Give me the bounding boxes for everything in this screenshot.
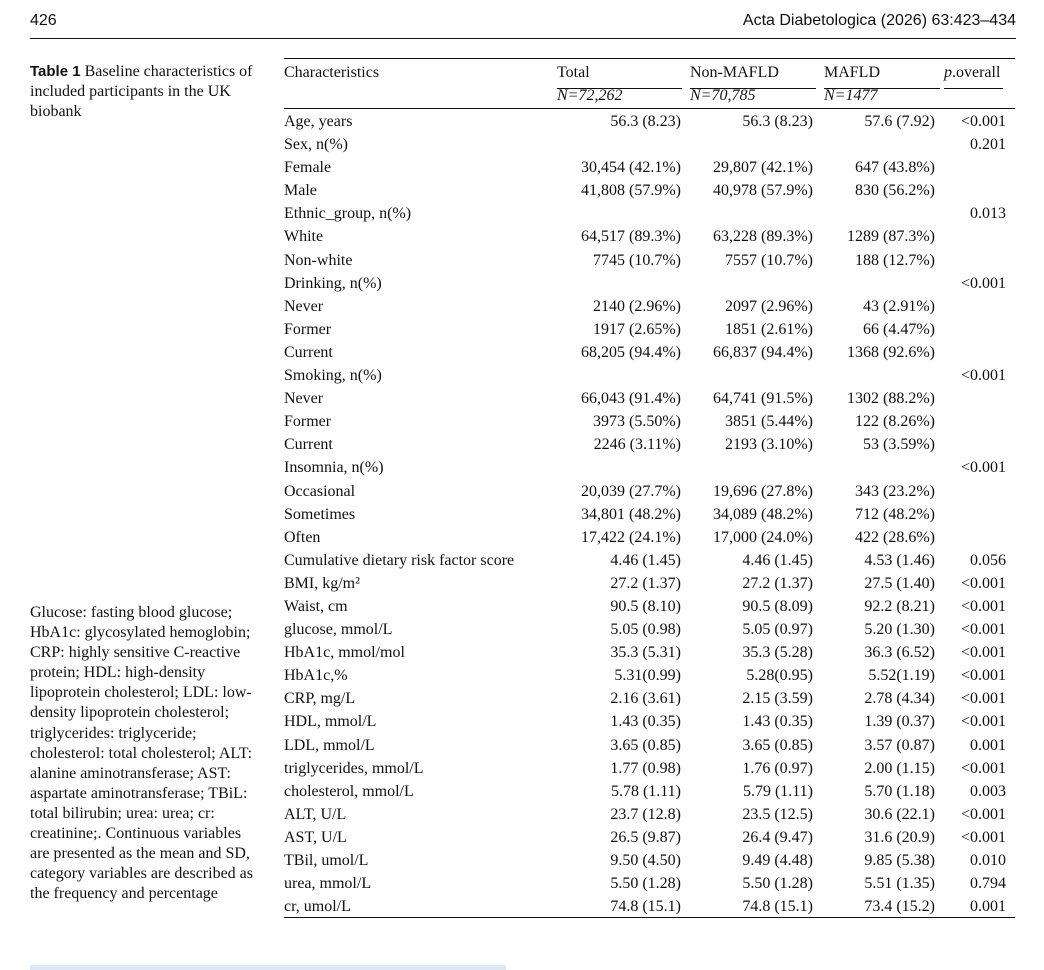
table-row (284, 225, 1015, 248)
p-value-cell: <0.001 (960, 828, 1006, 846)
total-cell: 2246 (3.11%) (593, 436, 681, 454)
total-cell: 26.5 (9.87) (610, 828, 681, 846)
row-label: glucose, mmol/L (284, 621, 393, 639)
p-value-cell: <0.001 (960, 690, 1006, 708)
total-cell: 74.8 (15.1) (610, 898, 681, 916)
mafld-cell: 647 (43.8%) (855, 159, 935, 177)
col-header-underline-p-overall (944, 88, 1003, 89)
total-cell: 20,039 (27.7%) (581, 482, 681, 500)
total-cell: 64,517 (89.3%) (581, 228, 681, 246)
row-label: AST, U/L (284, 828, 347, 846)
p-overall-suffix: .overall (952, 64, 1001, 81)
n-non-mafld: N=70,785 (690, 87, 756, 104)
total-cell: 7745 (10.7%) (593, 251, 681, 269)
total-cell: 1917 (2.65%) (593, 320, 681, 338)
row-label: urea, mmol/L (284, 875, 372, 893)
mafld-cell: 5.51 (1.35) (864, 875, 935, 893)
table-row (284, 503, 1015, 526)
non-mafld-cell: 17,000 (24.0%) (713, 528, 813, 546)
row-label: Male (284, 182, 317, 200)
mafld-cell: 122 (8.26%) (855, 413, 935, 431)
col-header-mafld: MAFLD (824, 64, 881, 81)
mafld-cell: 422 (28.6%) (855, 528, 935, 546)
mafld-cell: 830 (56.2%) (855, 182, 935, 200)
table-bottom-rule (284, 917, 1015, 918)
row-label: Cumulative dietary risk factor score (284, 551, 515, 569)
mafld-cell: 2.78 (4.34) (864, 690, 935, 708)
non-mafld-cell: 29,807 (42.1%) (713, 159, 813, 177)
row-label: CRP, mg/L (284, 690, 356, 708)
p-value-cell: <0.001 (960, 621, 1006, 639)
row-label: Occasional (284, 482, 356, 500)
total-cell: 27.2 (1.37) (610, 574, 681, 592)
table-row (284, 295, 1015, 318)
non-mafld-cell: 5.50 (1.28) (742, 875, 813, 893)
table-row (284, 133, 1015, 156)
p-value-cell: <0.001 (960, 667, 1006, 685)
row-label: BMI, kg/m² (284, 574, 360, 592)
table-row (284, 734, 1015, 757)
page-bottom-bar (30, 965, 506, 970)
non-mafld-cell: 5.79 (1.11) (742, 782, 813, 800)
p-value-cell: 0.003 (970, 782, 1006, 800)
non-mafld-cell: 26.4 (9.47) (742, 828, 813, 846)
row-label: Ethnic_group, n(%) (284, 205, 412, 223)
row-label: Never (284, 390, 324, 408)
total-cell: 34,801 (48.2%) (581, 505, 681, 523)
n-total: N=72,262 (557, 87, 623, 104)
non-mafld-cell: 1.43 (0.35) (742, 713, 813, 731)
mafld-cell: 57.6 (7.92) (864, 113, 935, 130)
total-cell: 3973 (5.50%) (593, 413, 681, 431)
p-value-cell: <0.001 (960, 113, 1006, 130)
table-row (284, 780, 1015, 803)
table-row (284, 110, 1015, 133)
table-row (284, 341, 1015, 364)
row-label: Sometimes (284, 505, 356, 523)
total-cell: 5.31(0.99) (614, 667, 681, 685)
mafld-cell: 92.2 (8.21) (864, 597, 935, 615)
mafld-cell: 30.6 (22.1) (864, 805, 935, 823)
p-value-cell: 0.001 (970, 898, 1006, 916)
mafld-cell: 43 (2.91%) (863, 297, 935, 315)
table-row (284, 318, 1015, 341)
table-row (284, 387, 1015, 410)
p-value-cell: <0.001 (960, 713, 1006, 731)
total-cell: 56.3 (8.23) (610, 113, 681, 130)
p-symbol: p (944, 64, 952, 81)
mafld-cell: 27.5 (1.40) (864, 574, 935, 592)
table-row (284, 595, 1015, 618)
non-mafld-cell: 35.3 (5.28) (742, 644, 813, 662)
total-cell: 5.05 (0.98) (610, 621, 681, 639)
table-caption-text: Baseline characteristics of included participants in the UK biobank (30, 63, 253, 120)
row-label: Current (284, 343, 333, 361)
table-row (284, 410, 1015, 433)
row-label: Smoking, n(%) (284, 367, 382, 385)
mafld-cell: 1302 (88.2%) (847, 390, 935, 408)
header-rule (30, 38, 1016, 39)
table-row (284, 480, 1015, 503)
total-cell: 66,043 (91.4%) (581, 390, 681, 408)
p-value-cell: 0.001 (970, 736, 1006, 754)
row-label: LDL, mmol/L (284, 736, 375, 754)
mafld-cell: 1368 (92.6%) (847, 343, 935, 361)
total-cell: 4.46 (1.45) (610, 551, 681, 569)
table-row (284, 710, 1015, 733)
table-row (284, 272, 1015, 295)
non-mafld-cell: 27.2 (1.37) (742, 574, 813, 592)
table-row (284, 202, 1015, 225)
mafld-cell: 66 (4.47%) (863, 320, 935, 338)
journal-reference: Acta Diabetologica (2026) 63:423–434 (742, 12, 1016, 29)
table-caption (30, 62, 258, 122)
p-value-cell: 0.056 (970, 551, 1006, 569)
total-cell: 9.50 (4.50) (610, 852, 681, 869)
mafld-cell: 712 (48.2%) (855, 505, 935, 523)
table-row (284, 526, 1015, 549)
p-value-cell: 0.794 (970, 875, 1006, 893)
non-mafld-cell: 1.76 (0.97) (742, 759, 813, 777)
non-mafld-cell: 9.49 (4.48) (742, 852, 813, 869)
non-mafld-cell: 2097 (2.96%) (725, 297, 813, 315)
table-row (284, 895, 1015, 918)
total-cell: 5.50 (1.28) (610, 875, 681, 893)
non-mafld-cell: 5.05 (0.97) (742, 621, 813, 639)
row-label: Insomnia, n(%) (284, 459, 384, 477)
total-cell: 90.5 (8.10) (610, 597, 681, 615)
p-value-cell: 0.201 (970, 136, 1006, 154)
row-label: Current (284, 436, 333, 454)
non-mafld-cell: 66,837 (94.4%) (713, 343, 813, 361)
row-label: HbA1c, mmol/mol (284, 644, 405, 662)
non-mafld-cell: 3.65 (0.85) (742, 736, 813, 754)
table-row (284, 687, 1015, 710)
p-value-cell: <0.001 (960, 459, 1006, 477)
total-cell: 2140 (2.96%) (593, 297, 681, 315)
total-cell: 68,205 (94.4%) (581, 343, 681, 361)
col-header-non-mafld: Non-MAFLD (690, 64, 779, 81)
table-row (284, 803, 1015, 826)
mafld-cell: 73.4 (15.2) (864, 898, 935, 916)
page-number: 426 (30, 12, 57, 29)
non-mafld-cell: 63,228 (89.3%) (713, 228, 813, 246)
non-mafld-cell: 2.15 (3.59) (742, 690, 813, 708)
mafld-cell: 4.53 (1.46) (864, 551, 935, 569)
table-row (284, 249, 1015, 272)
non-mafld-cell: 34,089 (48.2%) (713, 505, 813, 523)
total-cell: 23.7 (12.8) (610, 805, 681, 823)
row-label: Waist, cm (284, 597, 348, 615)
row-label: Non-white (284, 251, 353, 269)
table-row (284, 156, 1015, 179)
non-mafld-cell: 74.8 (15.1) (742, 898, 813, 916)
mafld-cell: 9.85 (5.38) (864, 852, 935, 869)
mafld-cell: 1289 (87.3%) (847, 228, 935, 246)
running-header (30, 12, 1016, 38)
mafld-cell: 53 (3.59%) (863, 436, 935, 454)
table-row (284, 641, 1015, 664)
non-mafld-cell: 1851 (2.61%) (725, 320, 813, 338)
row-label: Drinking, n(%) (284, 274, 382, 292)
total-cell: 1.77 (0.98) (610, 759, 681, 777)
table-row (284, 456, 1015, 479)
table-row (284, 872, 1015, 895)
table-header-rule (284, 108, 1015, 109)
p-value-cell: <0.001 (960, 574, 1006, 592)
row-label: Former (284, 320, 332, 338)
table-row (284, 618, 1015, 641)
p-value-cell: 0.010 (970, 852, 1006, 869)
row-label: Sex, n(%) (284, 136, 348, 154)
row-label: triglycerides, mmol/L (284, 759, 424, 777)
p-value-cell: <0.001 (960, 644, 1006, 662)
table-row (284, 757, 1015, 780)
mafld-cell: 2.00 (1.15) (864, 759, 935, 777)
table-row (284, 179, 1015, 202)
row-label: Age, years (284, 113, 353, 130)
col-header-characteristics: Characteristics (284, 64, 380, 81)
row-label: Never (284, 297, 324, 315)
mafld-cell: 5.70 (1.18) (864, 782, 935, 800)
col-header-total: Total (557, 64, 590, 81)
non-mafld-cell: 2193 (3.10%) (725, 436, 813, 454)
total-cell: 5.78 (1.11) (610, 782, 681, 800)
row-label: Female (284, 159, 332, 177)
non-mafld-cell: 56.3 (8.23) (742, 113, 813, 130)
row-label: ALT, U/L (284, 805, 347, 823)
table-footnote: Glucose: fasting blood glucose; HbA1c: glycosylated hemoglobin; CRP: highly sensitive C-reactive protein; HDL: high-density lipoprotein cholesterol; LDL: low-density lipoprotein cholesterol; triglycerides: triglyceride; cholesterol: total cholesterol; ALT: alanine aminotransferase; AST: aspartate aminotransferase; TBiL: total bilirubin; urea: urea; cr: creatinine;. Continuous variables are presented as the mean and SD, category variables are described as the frequency and percentage (30, 604, 253, 903)
p-value-cell: <0.001 (960, 805, 1006, 823)
mafld-cell: 36.3 (6.52) (864, 644, 935, 662)
table-row (284, 664, 1015, 687)
row-label: Often (284, 528, 321, 546)
non-mafld-cell: 64,741 (91.5%) (713, 390, 813, 408)
row-label: HbA1c,% (284, 667, 348, 685)
col-header-p-overall (944, 64, 1000, 82)
non-mafld-cell: 7557 (10.7%) (725, 251, 813, 269)
mafld-cell: 343 (23.2%) (855, 482, 935, 500)
total-cell: 1.43 (0.35) (610, 713, 681, 731)
total-cell: 35.3 (5.31) (610, 644, 681, 662)
table-row (284, 849, 1015, 872)
mafld-cell: 5.52(1.19) (868, 667, 935, 685)
non-mafld-cell: 19,696 (27.8%) (713, 482, 813, 500)
row-label: White (284, 228, 324, 246)
non-mafld-cell: 23.5 (12.5) (742, 805, 813, 823)
table-row (284, 549, 1015, 572)
non-mafld-cell: 5.28(0.95) (746, 667, 813, 685)
total-cell: 17,422 (24.1%) (581, 528, 681, 546)
mafld-cell: 5.20 (1.30) (864, 621, 935, 639)
mafld-cell: 1.39 (0.37) (864, 713, 935, 731)
p-value-cell: <0.001 (960, 274, 1006, 292)
total-cell: 3.65 (0.85) (610, 736, 681, 754)
mafld-cell: 31.6 (20.9) (864, 828, 935, 846)
total-cell: 41,808 (57.9%) (581, 182, 681, 200)
p-value-cell: <0.001 (960, 597, 1006, 615)
non-mafld-cell: 40,978 (57.9%) (713, 182, 813, 200)
table-top-rule (284, 58, 1015, 59)
row-label: cr, umol/L (284, 898, 351, 916)
p-value-cell: 0.013 (970, 205, 1006, 223)
table-row (284, 364, 1015, 387)
non-mafld-cell: 3851 (5.44%) (725, 413, 813, 431)
non-mafld-cell: 4.46 (1.45) (742, 551, 813, 569)
p-value-cell: <0.001 (960, 759, 1006, 777)
table-body (284, 110, 1015, 918)
table-row (284, 572, 1015, 595)
table-label: Table 1 (30, 63, 81, 80)
n-mafld: N=1477 (824, 87, 878, 104)
table-row (284, 433, 1015, 456)
row-label: TBil, umol/L (284, 852, 369, 869)
total-cell: 30,454 (42.1%) (581, 159, 681, 177)
mafld-cell: 188 (12.7%) (855, 251, 935, 269)
mafld-cell: 3.57 (0.87) (864, 736, 935, 754)
row-label: cholesterol, mmol/L (284, 782, 414, 800)
row-label: HDL, mmol/L (284, 713, 377, 731)
table-row (284, 826, 1015, 849)
total-cell: 2.16 (3.61) (610, 690, 681, 708)
non-mafld-cell: 90.5 (8.09) (742, 597, 813, 615)
p-value-cell: <0.001 (960, 367, 1006, 385)
row-label: Former (284, 413, 332, 431)
